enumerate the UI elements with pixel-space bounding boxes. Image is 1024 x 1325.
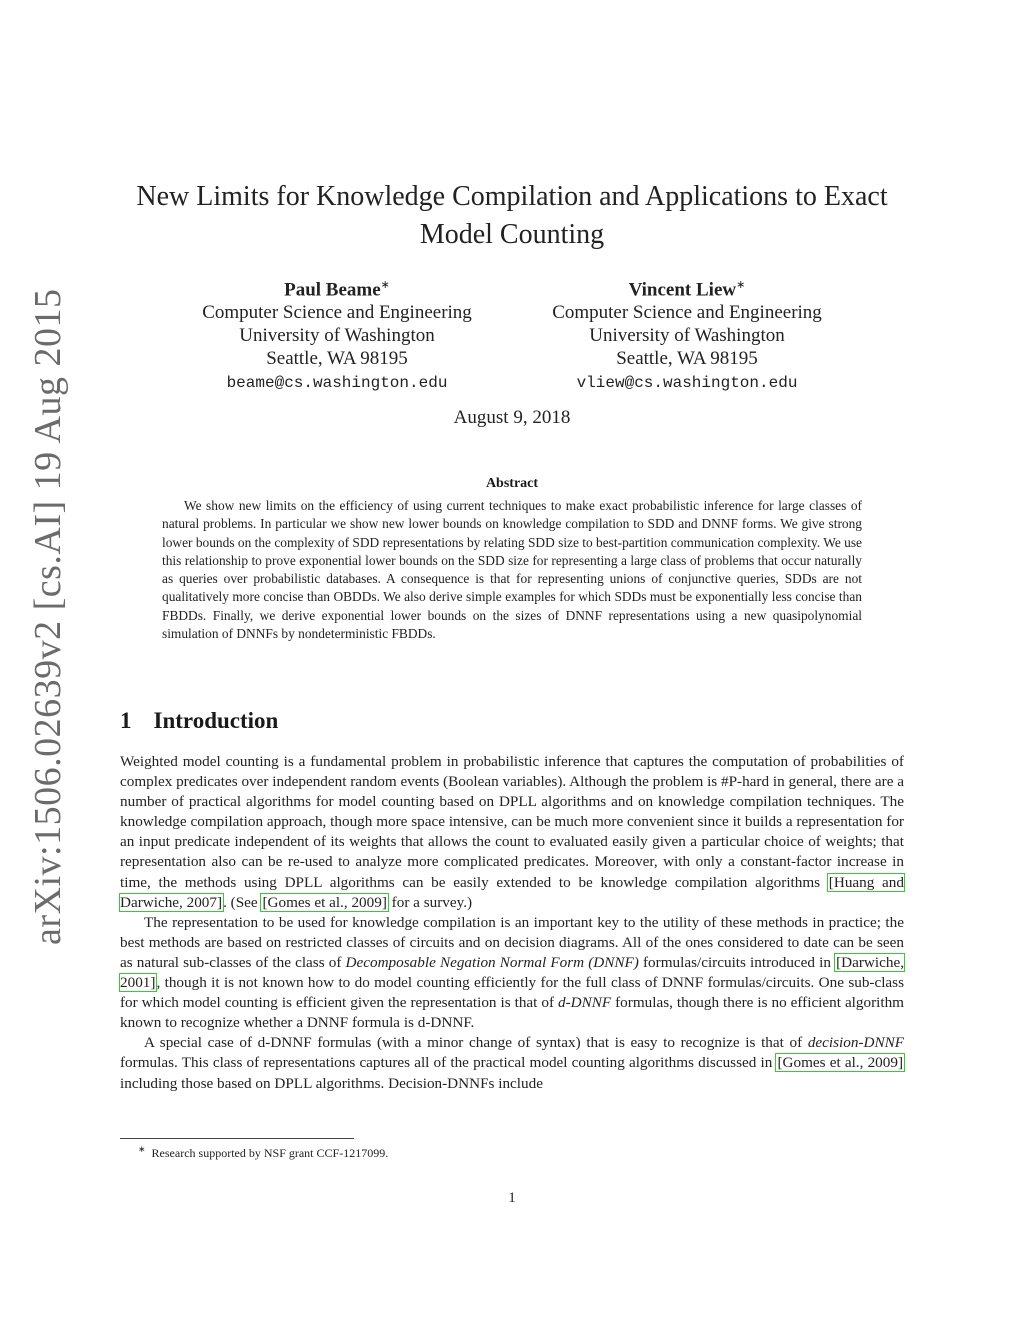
citation-link[interactable]: [Huang and Darwiche, 2007] (120, 873, 904, 911)
author-email[interactable]: vliew@cs.washington.edu (576, 374, 798, 393)
paper-date: August 9, 2018 (453, 407, 571, 428)
author-university: University of Washington (239, 325, 435, 347)
author-department: Computer Science and Engineering (552, 302, 822, 324)
section-title: Introduction (153, 708, 279, 733)
paragraph-1: Weighted model counting is a fundamental problem in probabilistic inference that captures the computation of probabilities of complex predicates over independent random events (Boolean variables). Although the problem is #P-hard in general, there are a number of practical algorithms for model counting based on DPLL algorithms and on knowledge compilation techniques. The knowledge compilation approach, though more space intensive, can be much more convenient since it builds a representation for an input predicate independent of its weights that allows the count to evaluated easily given a particular choice of weights; that representation also can be re-used to analyze more complicated predicates. Moreover, with only a constant-factor increase in time, the methods using DPLL algorithms can be easily extended to be knowledge compilation algorithms [Huang and Darwiche, 2007]. (See [Gomes et al., 2009] for a survey.) (120, 753, 904, 911)
arxiv-identifier-stamp: arXiv:1506.02639v2 [cs.AI] 19 Aug 2015 (27, 288, 69, 945)
citation-link[interactable]: [Gomes et al., 2009] (262, 893, 387, 911)
footnote: ∗ Research supported by NSF grant CCF-1217099. (138, 1144, 389, 1160)
author-block-1 (177, 274, 497, 395)
author-university: University of Washington (589, 325, 785, 347)
author-city: Seattle, WA 98195 (616, 348, 758, 370)
footnote-divider (120, 1138, 354, 1139)
paper-title: New Limits for Knowledge Compilation and Applications to Exact Model Counting (136, 181, 888, 250)
page-number: 1 (508, 1190, 516, 1206)
paragraph-2: The representation to be used for knowledge compilation is an important key to the utility of these methods in practice; the best methods are based on restricted classes of circuits and on decision diagrams. All of the ones considered to date can be seen as natural sub-classes of the class of Decomposable Negation Normal Form (DNNF) formulas/circuits introduced in [Darwiche, 2001], though it is not known how to do model counting efficiently for the full class of DNNF formulas/circuits. One sub-class for which model counting is efficient given the representation is that of d-DNNF formulas, though there is no efficient algorithm known to recognize whether a DNNF formula is d-DNNF. (120, 913, 904, 1032)
author-department: Computer Science and Engineering (202, 302, 472, 324)
abstract-heading: Abstract (485, 476, 539, 491)
introduction-body (120, 752, 904, 1094)
abstract-text: We show new limits on the efficiency of using current techniques to make exact probabilistic inference for large classes of natural problems. In particular we show new lower bounds on knowledge compilation to SDD and DNNF forms. We give strong lower bounds on the complexity of SDD representations by relating SDD size to best-partition communication complexity. We use this relationship to prove exponential lower bounds on the SDD size for representing a large class of problems that occur naturally as queries over probabilistic databases. A consequence is that for representing unions of conjunctive queries, SDDs are not qualitatively more concise than OBDDs. We also derive simple examples for which SDDs must be exponentially less concise than FBDDs. Finally, we derive exponential lower bounds on the sizes of DNNF representations using a new quasipolynomial simulation of DNNFs by nondeterministic FBDDs. (162, 498, 862, 642)
author-name: Vincent Liew∗ (628, 279, 746, 301)
author-email[interactable]: beame@cs.washington.edu (226, 374, 448, 393)
paragraph-3: A special case of d-DNNF formulas (with a minor change of syntax) that is easy to recognize is that of decision-DNNF formulas. This class of representations captures all of the practical model counting algorithms discussed in [Gomes et al., 2009] including those based on DPLL algorithms. Decision-DNNFs include (120, 1034, 904, 1092)
citation-link[interactable]: [Gomes et al., 2009] (777, 1054, 903, 1072)
author-name: Paul Beame∗ (284, 279, 390, 301)
section-heading (120, 708, 278, 734)
section-number: 1 (120, 708, 132, 733)
citation-link[interactable]: [Darwiche, 2001] (120, 953, 904, 992)
author-city: Seattle, WA 98195 (266, 348, 408, 370)
author-block-2 (527, 274, 847, 395)
